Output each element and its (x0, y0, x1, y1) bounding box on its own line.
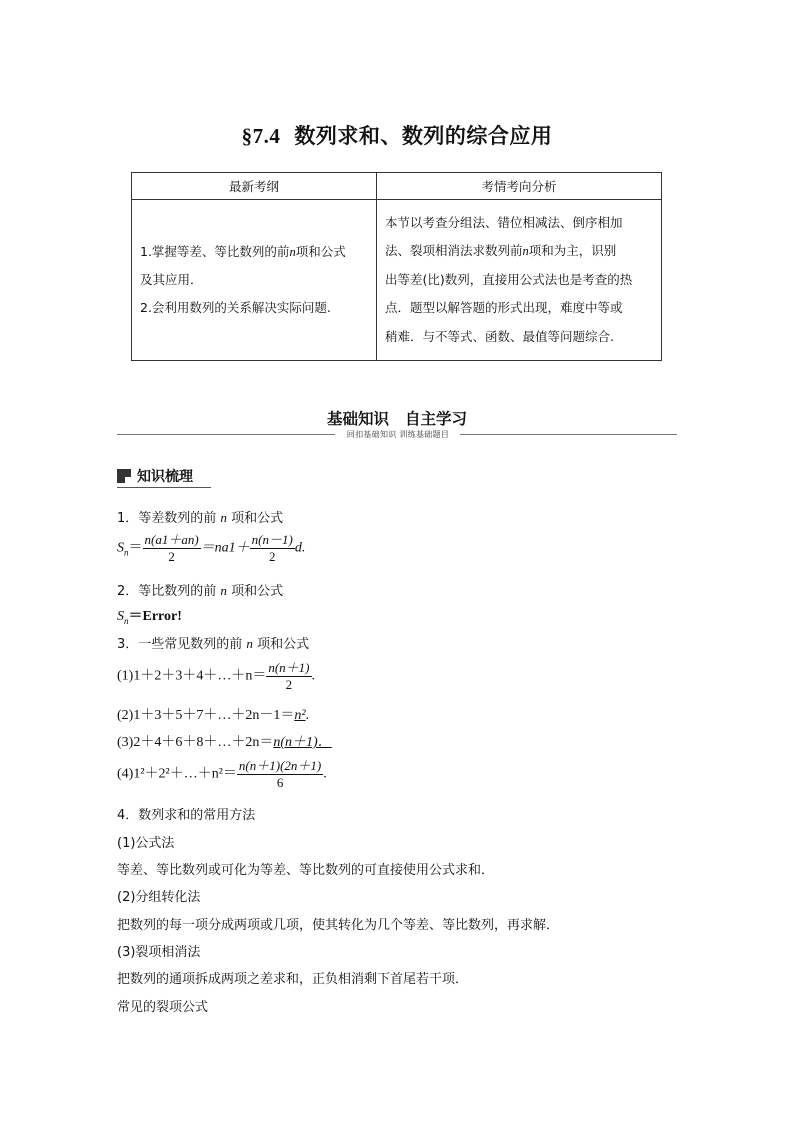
error-text: ＝Error! (128, 609, 182, 624)
numerator: n(a1＋an) (144, 532, 199, 547)
text: 3．一些常见数列的前 (117, 637, 243, 652)
denominator: 2 (168, 549, 175, 564)
analysis-cell (377, 200, 662, 361)
fraction (250, 532, 295, 565)
formula-4 (117, 758, 327, 791)
method-3: (3)裂项相消法 (117, 945, 201, 960)
title-text: 数列求和、数列的综合应用 (294, 124, 553, 148)
text: 2．等比数列的前 (117, 584, 217, 599)
outline-cell (132, 200, 377, 361)
numerator: n(n＋1)(2n＋1) (238, 758, 322, 773)
tail: . (311, 668, 315, 684)
lhs: (1)1＋2＋3＋4＋…＋n＝ (117, 668, 267, 684)
formula-geo-sum (117, 605, 182, 626)
text: 项和公式 (257, 637, 310, 652)
answer: n(n＋1)． (273, 735, 332, 750)
item-4: 4．数列求和的常用方法 (117, 808, 256, 823)
method-2: (2)分组转化法 (117, 890, 201, 905)
banner-left: 基础知识 (326, 410, 389, 428)
exam-outline-table (131, 172, 662, 361)
heading-underline (117, 487, 211, 488)
fraction (143, 532, 201, 565)
denominator: 6 (276, 775, 284, 790)
lhs: (3)2＋4＋6＋8＋…＋2n＝ (117, 735, 274, 750)
analysis-line: 稍难．与不等式、函数、最值等问题综合. (385, 328, 614, 344)
lhs: (4)1²＋2²＋…＋n²＝ (117, 766, 237, 782)
formula-arith-sum (117, 532, 305, 565)
var-n: n (220, 583, 227, 598)
banner-rule-left (117, 434, 335, 435)
answer: n² (294, 708, 306, 723)
item-1 (117, 507, 283, 526)
formula-2 (117, 704, 309, 724)
item-2 (117, 580, 283, 599)
knowledge-heading (117, 466, 193, 486)
tail: . (305, 708, 310, 723)
outline-line: 项和公式 (295, 244, 346, 259)
method-1: (1)公式法 (117, 836, 175, 851)
knowledge-heading-text: 知识梳理 (137, 469, 193, 485)
denominator: 2 (285, 677, 293, 692)
sub-n: n (124, 547, 129, 558)
item-3 (117, 633, 309, 652)
numerator: n(n－1) (251, 532, 293, 547)
var-n: n (246, 636, 253, 651)
outline-line: 1.掌握等差、等比数列的前 (140, 244, 290, 259)
banner-rule-right (460, 434, 677, 435)
eq: ＝ (128, 540, 143, 556)
middle: ＝na1＋ (200, 540, 250, 556)
analysis-line: 法、裂项相消法求数列前 (385, 243, 523, 259)
analysis-line: 点．题型以解答题的形式出现，难度中等或 (385, 300, 623, 316)
sub-n: n (124, 615, 129, 626)
text: 1．等差数列的前 (117, 511, 217, 526)
analysis-line: 本节以考查分组法、错位相减法、倒序相加 (385, 214, 623, 230)
fraction (237, 758, 323, 791)
formula-1 (117, 660, 315, 693)
outline-line: 2.会利用数列的关系解决实际问题. (140, 300, 331, 315)
lhs: (2)1＋3＋5＋7＋…＋2n－1＝ (117, 708, 295, 723)
var-s: S (117, 609, 124, 624)
text: 项和公式 (231, 584, 284, 599)
formula-3 (117, 731, 332, 751)
tail: d. (294, 540, 306, 556)
text: 项和公式 (231, 511, 284, 526)
outline-line: 及其应用． (140, 272, 203, 287)
var-s: S (117, 540, 124, 556)
section-number: §7.4 (241, 124, 281, 148)
var-n: n (220, 510, 227, 525)
banner-subtitle: 回扣基础知识 训练基础题目 (346, 430, 450, 439)
tail: . (323, 766, 327, 782)
table-header-latest-outline: 最新考纲 (132, 173, 377, 200)
method-2-desc: 把数列的每一项分成两项或几项，使其转化为几个等差、等比数列，再求解． (117, 918, 560, 933)
section-square-icon (117, 469, 131, 483)
denominator: 2 (269, 549, 276, 564)
method-1-desc: 等差、等比数列或可化为等差、等比数列的可直接使用公式求和． (117, 863, 495, 878)
table-header-analysis: 考情考向分析 (377, 173, 662, 200)
analysis-var: n (522, 244, 529, 259)
analysis-line: 项和为主，识别 (528, 243, 617, 259)
banner-right: 自主学习 (405, 410, 468, 428)
method-4: 常见的裂项公式 (117, 1000, 209, 1015)
method-3-desc: 把数列的通项拆成两项之差求和，正负相消剩下首尾若干项． (117, 972, 469, 987)
page-title (0, 120, 794, 150)
fraction (266, 660, 311, 693)
analysis-line: 出等差(比)数列，直接用公式法也是考查的热 (385, 271, 633, 287)
section-banner (0, 407, 794, 429)
numerator: n(n＋1) (268, 660, 310, 675)
outline-var: n (289, 245, 296, 259)
